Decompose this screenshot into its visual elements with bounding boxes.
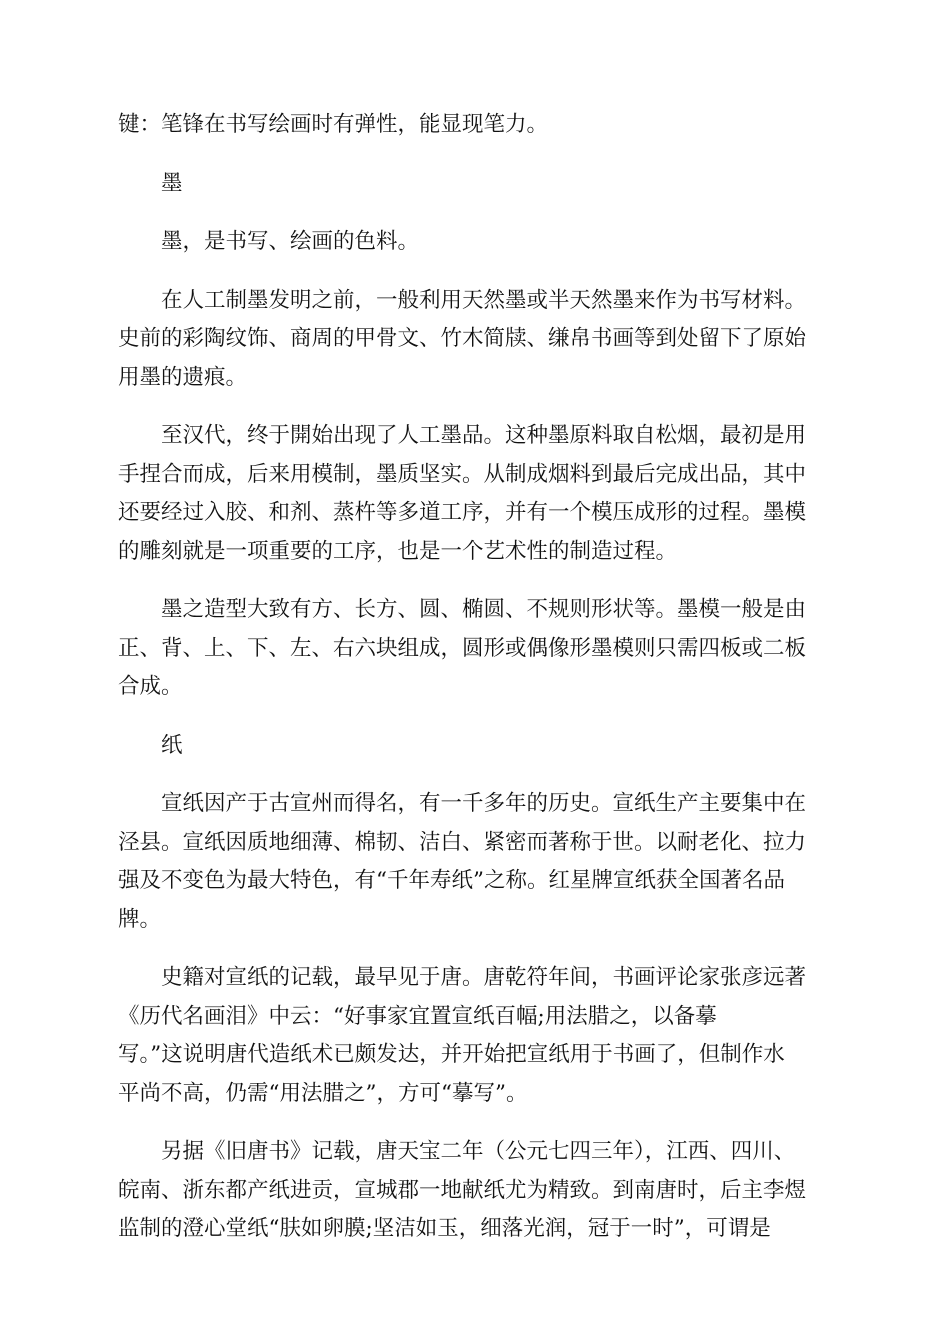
text-line: 纸: [161, 732, 183, 758]
text-line: 另据《旧唐书》记载，唐天宝二年（公元七四三年），江西、四川、: [161, 1139, 796, 1164]
text-line: 监制的澄心堂纸“肤如卵膜;坚洁如玉，细落光润，冠于一时”，可谓是: [118, 1216, 771, 1241]
text-line: 史前的彩陶纹饰、商周的甲骨文、竹木简牍、缣帛书画等到处留下了原始: [118, 326, 807, 351]
paragraph: [118, 282, 832, 398]
text-line: 强及不变色为最大特色，有“千年寿纸”之称。红星牌宣纸获全国著名品: [118, 868, 785, 893]
text-line: 键：笔锋在书写绘画时有弹性，能显现笔力。: [118, 112, 549, 137]
text-line: 史籍对宣纸的记载，最早见于唐。唐乾符年间，书画评论家张彦远著: [161, 965, 807, 990]
paragraph: [118, 417, 832, 571]
text-line: 宣纸因产于古宣州而得名，有一千多年的历史。宣纸生产主要集中在: [161, 791, 807, 816]
text-line: 《历代名画泪》中云：“好事家宜置宣纸百幅;用法腊之，以备摹: [118, 1003, 717, 1029]
paragraph: [118, 591, 832, 707]
section-heading-ink: [118, 165, 832, 204]
text-line: 墨: [161, 170, 183, 196]
text-line: 写。”这说明唐代造纸术已颇发达，并开始把宣纸用于书画了，但制作水: [118, 1042, 785, 1067]
text-line: 在人工制墨发明之前，一般利用天然墨或半天然墨来作为书写材料。: [161, 287, 807, 313]
document-body: [118, 106, 832, 1269]
paragraph: [118, 223, 832, 262]
text-line: 还要经过入胶、和剂、蒸杵等多道工序，并有一个模压成形的过程。墨模: [118, 500, 807, 525]
text-line: 泾县。宣纸因质地细薄、棉韧、洁白、紧密而著称于世。以耐老化、拉力: [118, 829, 807, 855]
paragraph: [118, 959, 832, 1113]
text-line: 皖南、浙东都产纸进贡，宣城郡一地献纸尤为精致。到南唐时，后主李煜: [118, 1177, 807, 1203]
text-line: 正、背、上、下、左、右六块组成，圆形或偶像形墨模则只需四板或二板: [118, 635, 807, 661]
paragraph: [118, 785, 832, 939]
text-line: 的雕刻就是一项重要的工序，也是一个艺术性的制造过程。: [118, 538, 678, 564]
text-line: 墨之造型大致有方、长方、圆、椭圆、不规则形状等。墨模一般是由: [161, 597, 807, 622]
text-line: 至汉代，终于開始出现了人工墨品。这种墨原料取自松烟，最初是用: [161, 423, 807, 448]
paragraph-continuation: [118, 106, 832, 145]
section-heading-paper: [118, 727, 832, 766]
text-line: 墨，是书写、绘画的色料。: [161, 229, 420, 254]
text-line: 用墨的遗痕。: [118, 364, 248, 390]
text-line: 手捏合而成，后来用模制，墨质坚实。从制成烟料到最后完成出品，其中: [118, 461, 807, 487]
paragraph: [118, 1133, 832, 1249]
text-line: 合成。: [118, 674, 183, 699]
text-line: 平尚不高，仍需“用法腊之”，方可“摹写”。: [118, 1080, 528, 1106]
text-line: 牌。: [118, 906, 162, 932]
